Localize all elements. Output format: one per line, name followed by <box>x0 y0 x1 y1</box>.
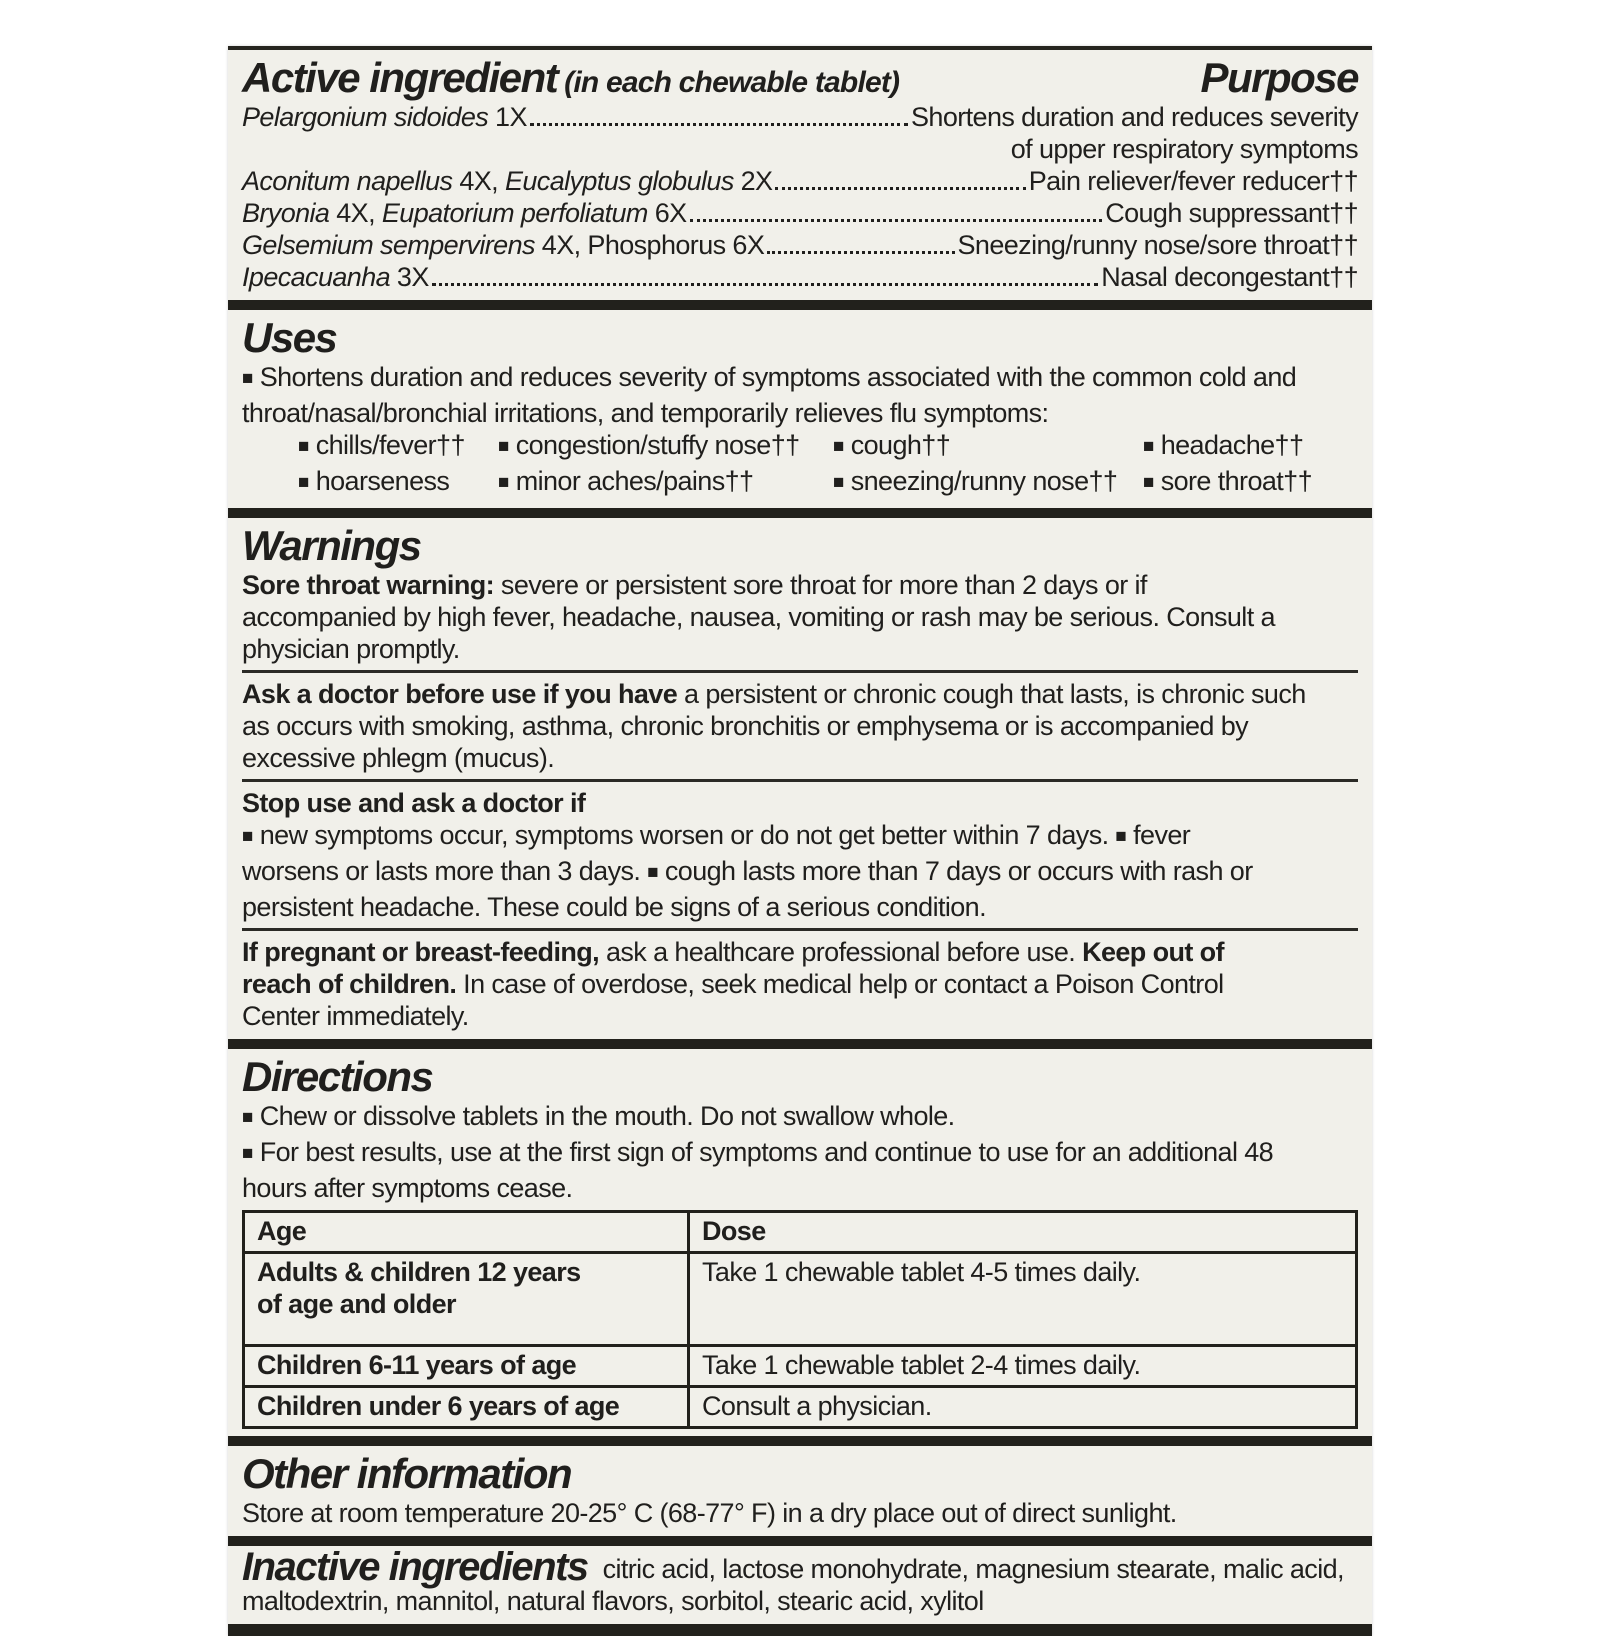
text-segment: a persistent or chronic cough that lasts, is chronic such <box>677 679 1306 709</box>
text-segment: Aconitum napellus <box>242 166 453 196</box>
symptom-item: ■ chills/fever†† <box>298 430 465 460</box>
bullet-square-icon: ■ <box>298 436 309 457</box>
ingredient-purpose: Nasal decongestant†† <box>1101 262 1358 292</box>
dotted-leader <box>767 251 954 254</box>
purpose-heading: Purpose <box>1200 54 1358 101</box>
symptom-item: ■ minor aches/pains†† <box>498 466 754 496</box>
age-line: of age and older <box>257 1289 456 1319</box>
inactive-ingredients-heading: Inactive ingredients <box>242 1545 588 1589</box>
warning-line <box>242 891 1358 923</box>
warning-line <box>242 855 1358 891</box>
directions-heading: Directions <box>242 1053 433 1100</box>
warning-block <box>242 936 1358 1032</box>
warning-line <box>242 601 1358 633</box>
warning-block <box>242 569 1358 665</box>
text-segment: ■ new symptoms occur, symptoms worsen or do not get better within 7 days. ■ fever <box>242 820 1191 850</box>
text-segment: Keep out of <box>1082 937 1224 967</box>
symptom-grid <box>298 429 1358 501</box>
text-segment: 2X <box>733 166 773 196</box>
active-ingredient-row <box>242 229 1358 261</box>
ingredient-purpose-continuation: of upper respiratory symptoms <box>1010 134 1358 164</box>
active-ingredient-row <box>242 101 1358 133</box>
dose-cell: Take 1 chewable tablet 4-5 times daily. <box>689 1253 1357 1346</box>
text-segment: If pregnant or breast-feeding, <box>242 937 600 967</box>
text-segment: as occurs with smoking, asthma, chronic bronchitis or emphysema or is accompanied by <box>242 711 1249 741</box>
text-segment: 3X <box>390 262 429 292</box>
warning-line <box>242 1000 1358 1032</box>
text-segment: Eupatorium perfoliatum <box>381 198 648 228</box>
bullet-square-icon: ■ <box>498 436 509 457</box>
age-line: Children 6-11 years of age <box>257 1350 577 1380</box>
directions-line: hours after symptoms cease. <box>242 1173 573 1203</box>
text-segment: persistent headache. These could be signs of a serious condition. <box>242 892 987 922</box>
ingredient-name <box>242 229 764 261</box>
symptom-item: ■ hoarseness <box>298 466 450 496</box>
bullet-square-icon: ■ <box>242 368 253 389</box>
warning-line <box>242 678 1358 710</box>
active-ingredient-heading-group <box>242 55 899 101</box>
ingredient-purpose: Sneezing/runny nose/sore throat†† <box>957 230 1358 260</box>
ingredient-name <box>242 101 527 133</box>
bullet-square-icon: ■ <box>833 436 844 457</box>
active-ingredient-header <box>242 55 1358 101</box>
symptom-item: ■ congestion/stuffy nose†† <box>498 430 800 460</box>
directions-line: ■ For best results, use at the first sign of symptoms and continue to use for an additional 48 <box>242 1137 1274 1167</box>
inactive-ingredients-line: maltodextrin, mannitol, natural flavors, sorbitol, stearic acid, xylitol <box>242 1586 984 1616</box>
symptom-item: ■ cough†† <box>833 430 951 460</box>
bullet-square-icon: ■ <box>833 472 844 493</box>
inactive-ingredients-paragraph <box>242 1545 1358 1617</box>
dotted-leader <box>775 187 1025 190</box>
bullet-square-icon: ■ <box>1143 472 1154 493</box>
symptom-item: ■ sneezing/runny nose†† <box>833 466 1118 496</box>
storage-instructions: Store at room temperature 20-25° C (68-77° F) in a dry place out of direct sunlight. <box>242 1498 1177 1528</box>
warning-divider-rule <box>242 779 1358 782</box>
inactive-ingredients-text: citric acid, lactose monohydrate, magnesium stearate, malic acid, <box>595 1554 1344 1584</box>
bullet-square-icon: ■ <box>1115 826 1127 847</box>
warning-line <box>242 742 1358 774</box>
inactive-ingredients-section <box>228 1546 1372 1624</box>
text-segment: Bryonia <box>242 198 330 228</box>
section-divider-bar <box>228 1436 1372 1446</box>
ingredient-purpose: Pain reliever/fever reducer†† <box>1028 166 1358 196</box>
text-segment: Gelsemium sempervirens <box>242 230 535 260</box>
section-divider-bar <box>228 508 1372 518</box>
age-line: Children under 6 years of age <box>257 1391 620 1421</box>
text-segment: 1X <box>488 102 527 132</box>
dose-table-body <box>244 1253 1357 1428</box>
symptom-item: ■ sore throat†† <box>1143 466 1313 496</box>
section-divider-bar <box>228 300 1372 310</box>
dose-cell: Take 1 chewable tablet 2-4 times daily. <box>689 1346 1357 1387</box>
active-ingredient-row <box>242 165 1358 197</box>
warning-line <box>242 968 1358 1000</box>
age-line: Adults & children 12 years <box>257 1257 581 1287</box>
age-cell <box>244 1346 689 1387</box>
dose-table <box>242 1210 1358 1429</box>
active-ingredient-row <box>242 261 1358 293</box>
uses-intro-line: ■ Shortens duration and reduces severity of symptoms associated with the common cold and <box>242 362 1297 392</box>
text-segment: Ask a doctor before use if you have <box>242 679 678 709</box>
bullet-square-icon: ■ <box>498 472 509 493</box>
warning-block <box>242 787 1358 923</box>
text-segment: In case of overdose, seek medical help or contact a Poison Control <box>456 969 1224 999</box>
warnings-section <box>228 518 1372 1039</box>
text-segment: Eucalyptus globulus <box>504 166 734 196</box>
active-ingredient-row <box>242 197 1358 229</box>
dotted-leader <box>432 283 1099 286</box>
warnings-blocks <box>242 569 1358 1032</box>
dose-table-head <box>244 1212 1357 1253</box>
text-segment: Center immediately. <box>242 1001 469 1031</box>
warning-divider-rule <box>242 928 1358 931</box>
text-segment: 4X, <box>452 166 505 196</box>
active-ingredient-section <box>228 50 1372 300</box>
bullet-square-icon: ■ <box>1143 436 1154 457</box>
symptom-item: ■ headache†† <box>1143 430 1304 460</box>
warning-line <box>242 936 1358 968</box>
dose-table-header-row <box>244 1212 1357 1253</box>
ingredient-purpose: Cough suppressant†† <box>1105 198 1358 228</box>
directions-lines <box>242 1100 1358 1204</box>
uses-intro <box>242 361 1358 429</box>
age-cell <box>244 1387 689 1428</box>
inactive-ingredients-first-line <box>242 1545 1358 1589</box>
text-segment: Pelargonium sidoides <box>242 102 489 132</box>
dose-table-row <box>244 1346 1357 1387</box>
directions-section <box>228 1049 1372 1436</box>
section-divider-bar <box>228 1039 1372 1049</box>
text-segment: severe or persistent sore throat for more than 2 days or if <box>494 570 1147 600</box>
uses-section <box>228 310 1372 508</box>
uses-heading: Uses <box>242 314 337 361</box>
label-bottom-bar <box>228 1624 1372 1636</box>
warning-line <box>242 787 1358 819</box>
ingredient-purpose: Shortens duration and reduces severity <box>911 102 1358 132</box>
active-ingredient-rows <box>242 101 1358 293</box>
text-segment: physician promptly. <box>242 634 460 664</box>
text-segment: 6X <box>647 198 687 228</box>
text-segment: worsens or lasts more than 3 days. ■ cough lasts more than 7 days or occurs with rash or <box>242 856 1253 886</box>
text-segment: Stop use and ask a doctor if <box>242 788 586 818</box>
active-ingredient-heading: Active ingredient <box>242 54 558 101</box>
text-segment: Sore throat warning: <box>242 570 495 600</box>
warning-line <box>242 819 1358 855</box>
uses-intro-line: throat/nasal/bronchial irritations, and temporarily relieves flu symptoms: <box>242 398 1049 428</box>
dose-column-header: Dose <box>689 1212 1357 1253</box>
dose-table-row <box>244 1387 1357 1428</box>
dose-cell: Consult a physician. <box>689 1387 1357 1428</box>
warning-block <box>242 678 1358 774</box>
text-segment: excessive phlegm (mucus). <box>242 743 555 773</box>
directions-line: ■ Chew or dissolve tablets in the mouth. Do not swallow whole. <box>242 1101 955 1131</box>
age-cell <box>244 1253 689 1346</box>
ingredient-name <box>242 261 429 293</box>
warning-divider-rule <box>242 670 1358 673</box>
other-information-section <box>228 1446 1372 1536</box>
ingredient-name <box>242 165 772 197</box>
text-segment: accompanied by high fever, headache, nausea, vomiting or rash may be serious. Consult a <box>242 602 1275 632</box>
bullet-square-icon: ■ <box>647 862 658 883</box>
text-segment: reach of children. <box>242 969 457 999</box>
bullet-square-icon: ■ <box>242 1143 253 1164</box>
bullet-square-icon: ■ <box>242 826 253 847</box>
dotted-leader <box>530 123 908 126</box>
dose-table-row <box>244 1253 1357 1346</box>
warning-line <box>242 710 1358 742</box>
dotted-leader <box>690 219 1103 222</box>
bullet-square-icon: ■ <box>242 1107 253 1128</box>
warnings-heading: Warnings <box>242 522 421 569</box>
active-ingredient-heading-note: (in each chewable tablet) <box>564 66 900 99</box>
ingredient-name <box>242 197 687 229</box>
bullet-square-icon: ■ <box>298 472 309 493</box>
text-segment: 4X, Phosphorus 6X <box>534 230 765 260</box>
warning-line <box>242 569 1358 601</box>
warning-line <box>242 633 1358 665</box>
text-segment: 4X, <box>329 198 382 228</box>
text-segment: Ipecacuanha <box>242 262 391 292</box>
age-column-header: Age <box>244 1212 689 1253</box>
text-segment: ask a healthcare professional before use. <box>599 937 1083 967</box>
drug-facts-label <box>228 46 1372 1636</box>
other-information-heading: Other information <box>242 1450 572 1497</box>
